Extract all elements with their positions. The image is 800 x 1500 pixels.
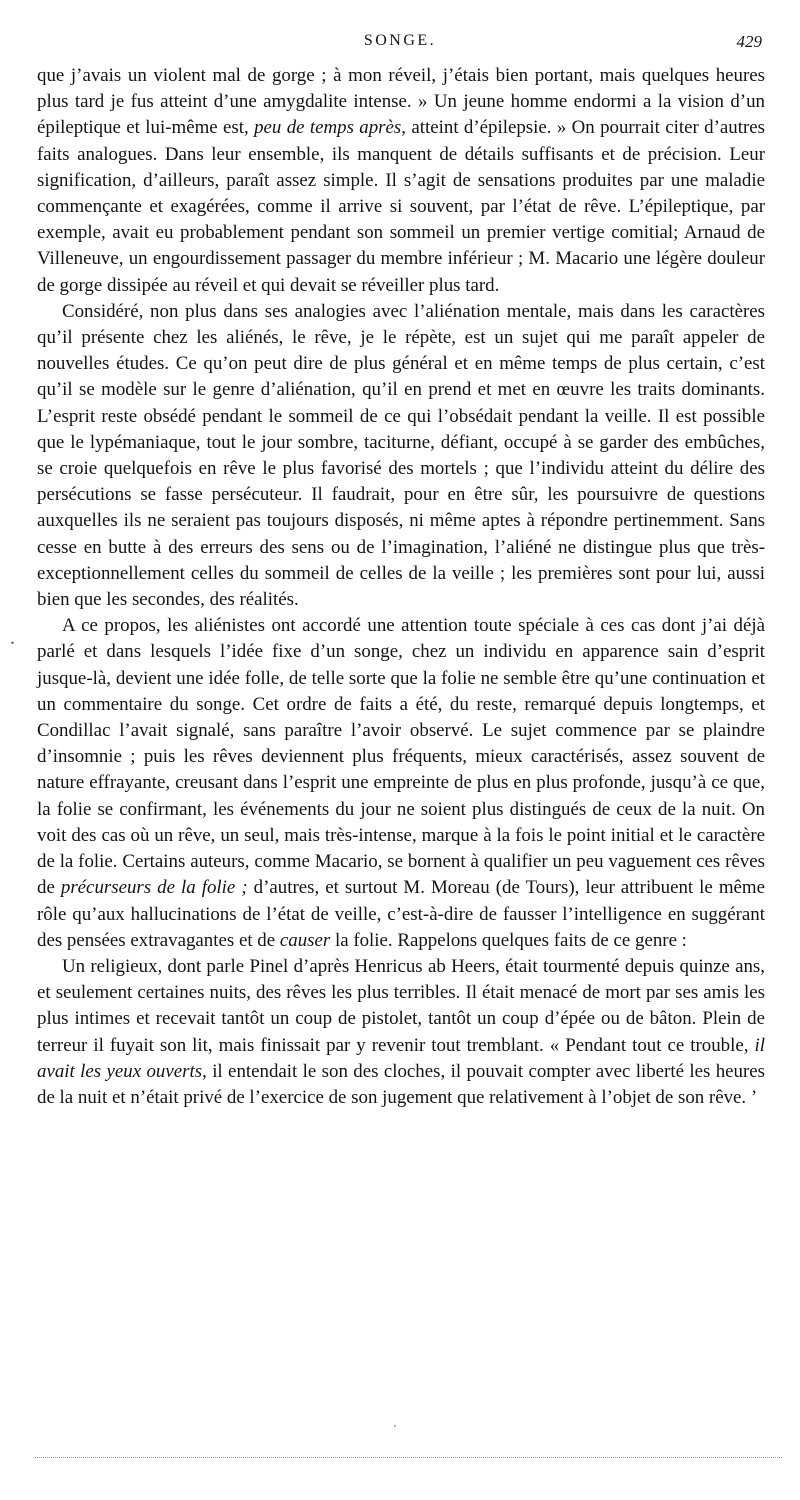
paragraph-3-middle: d’autres, et surtout M. Moreau (de Tours), leur attribuent le même rôle qu’aux hallucinations de l’état de veille, c’est-à-dire de fausser l’intelligence en suggérant des pensées extravagantes et de — [37, 877, 766, 951]
paragraph-3 — [37, 613, 765, 954]
paragraph-4-italic: il avait les yeux ouverts — [37, 1034, 765, 1082]
paragraph-3-italic-1: précurseurs de la folie ; — [60, 877, 248, 899]
paragraph-1-lead: que j’avais un violent mal de gorge ; à mon réveil, j’étais bien portant, mais quelques heures plus tard je fus atteint d’une amygdalite intense. » Un jeune homme endormi a la vision d’un épileptique et lui-même est, — [37, 65, 765, 139]
paragraph-3-rest: la folie. Rappelons quelques faits de ce genre : — [330, 929, 687, 951]
paragraph-2: Considéré, non plus dans ses analogies avec l’aliénation mentale, mais dans les caractères qu’il présente chez les aliénés, le rêve, je le répète, est un sujet qui me paraît appeler de nouvelles études. Ce qu’on peut dire de plus général et en même temps de plus certain, c’est qu’il se modèle sur le genre d’aliénation, qu’il en prend et met en œuvre les traits dominants. L’esprit reste obsédé pendant le sommeil de ce qui l’obsédait pendant la veille. Il est possible que le lypémaniaque, tout le jour sombre, taciturne, défiant, occupé à se garder des embûches, se croie quelquefois en rêve le plus favorisé des mortels ; que l’individu atteint du délire des persécutions se fasse persécuteur. Il faudrait, pour en être sûr, les poursuivre de questions auxquelles ils ne seraient pas toujours disposés, ni même aptes à répondre pertinemment. Sans cesse en butte à des erreurs des sens ou de l’imagination, l’aliéné ne distingue plus que très-exceptionnellement celles du sommeil de celles de la veille ; les premières sont pour lui, aussi bien que les secondes, des réalités. — [37, 300, 765, 611]
footer-tick: ’ — [393, 1423, 397, 1435]
margin-dot: . — [10, 627, 15, 649]
paragraph-4-lead: Un religieux, dont parle Pinel d’après Henricus ab Heers, était tourmenté depuis quinze ans, et seulement certaines nuits, des rêves les plus terribles. Il était menacé de mort par ses amis les plus intimes et recevait tantôt un coup de pistolet, tantôt un coup d’épée ou de bâton. Plein de terreur il fuyait son lit, mais finissait par y revenir tout tremblant. « Pendant tout ce trouble, — [37, 955, 765, 1056]
bleed-through-line — [35, 1457, 782, 1458]
paragraph-1-italic: peu de temps après — [254, 117, 402, 139]
paragraph-4-rest: , il entendait le son des cloches, il pouvait compter avec liberté les heures de la nuit et n’était privé de l’exercice de son jugement que relativement à l’objet de son rêve. ’ — [37, 1060, 765, 1108]
page-number: 429 — [736, 32, 762, 51]
paragraph-3-lead: A ce propos, les aliénistes ont accordé une attention toute spéciale à ces cas dont j’ai déjà parlé et dans lesquels l’idée fixe d’un songe, chez un individu en apparence sain d’esprit jusque-là, devient une idée folle, de telle sorte que la folie ne semble être qu’une continuation et un commentaire du songe. Cet ordre de faits a été, du reste, remarqué depuis longtemps, et Condillac l’avait signalé, sans paraître l’avoir observé. Le sujet commence par se plaindre d’insomnie ; puis les rêves deviennent plus fréquents, mieux caractérisés, assez souvent de nature effrayante, creusant dans l’esprit une empreinte de plus en plus profonde, jusqu’à ce que, la folie se confirmant, les événements du jour ne soient plus distingués de ceux de la nuit. On voit des cas où un rêve, un seul, mais très-intense, marque à la fois le point initial et le caractère de la folie. Certains auteurs, comme Macario, se bornent à qualifier un peu vaguement ces rêves de — [37, 615, 765, 899]
paragraph-1 — [37, 63, 765, 299]
paragraph-1-rest: , atteint d’épilepsie. » On pourrait citer d’autres faits analogues. Dans leur ensemble, ils manquent de détails suffisants et de précision. Leur signification, d’ailleurs, paraît assez simple. Il s’agit de sensations produites par une maladie commençante et exagérées, comme il arrive si souvent, par l’état de rêve. L’épileptique, par exemple, avait eu probablement pendant son sommeil un premier vertige comitial; Arnaud de Villeneuve, un engourdissement passager du membre inférieur ; M. Macario une légère douleur de gorge dissipée au réveil et qui devait se réveiller plus tard. — [37, 117, 765, 296]
running-head — [0, 32, 800, 54]
paragraph-3-italic-2: causer — [279, 929, 331, 951]
running-title: SONGE. — [363, 32, 437, 49]
body-text — [37, 63, 765, 1111]
paragraph-4 — [37, 954, 765, 1111]
